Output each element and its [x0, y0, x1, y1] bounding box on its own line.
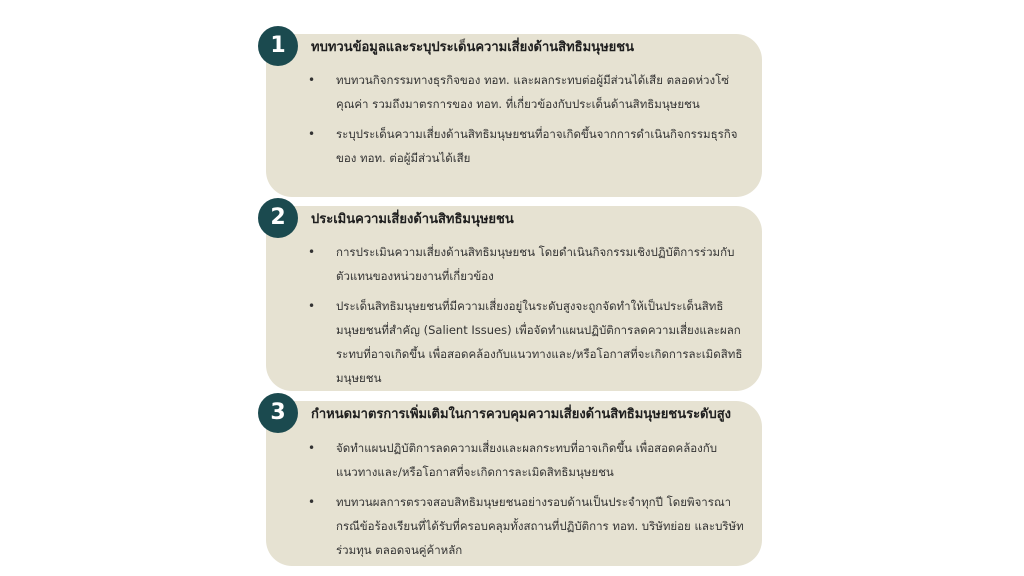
- bullet-icon: •: [308, 299, 316, 313]
- bullet-icon: •: [308, 73, 316, 87]
- bullet-text: จัดทำแผนปฏิบัติการลดความเสี่ยงและผลกระทบที่อาจเกิดขึ้น เพื่อสอดคล้องกับแนวทางและ/หรือโอกาสที่จะเกิดการละเมิดสิทธิมนุษยชน: [336, 441, 718, 479]
- bullet-text: ทบทวนกิจกรรมทางธุรกิจของ ทอท. และผลกระทบต่อผู้มีส่วนได้เสีย ตลอดห่วงโซ่คุณค่า รวมถึงมาตรการของ ทอท. ที่เกี่ยวข้องกับประเด็นด้านสิทธิมนุษยชน: [336, 73, 730, 111]
- bullet-list: [308, 436, 748, 568]
- bullet-text: ทบทวนผลการตรวจสอบสิทธิมนุษยชนอย่างรอบด้านเป็นประจำทุกปี โดยพิจารณากรณีข้อร้องเรียนที่ได้รับที่ครอบคลุมทั้งสถานที่ปฏิบัติการ ทอท. บริษัทย่อย และบริษัทร่วมทุน ตลอดจนคู่ค้าหลัก: [336, 495, 744, 557]
- step-panel-3: [266, 401, 762, 566]
- bullet-text: การประเมินความเสี่ยงด้านสิทธิมนุษยชน โดยดำเนินกิจกรรมเชิงปฏิบัติการร่วมกับตัวแทนของหน่วยงานที่เกี่ยวข้อง: [336, 245, 735, 283]
- step-panel-1: [266, 34, 762, 197]
- bullet-text: ประเด็นสิทธิมนุษยชนที่มีความเสี่ยงอยู่ในระดับสูงจะถูกจัดทำให้เป็นประเด็นสิทธิมนุษยชนที่สำคัญ (Salient Issues) เพื่อจัดทำแผนปฏิบัติการลดความเสี่ยงและผลกระทบที่อาจเกิดขึ้น เพื่อสอดคล้องกับแนวทางและ/หรือโอกาสที่จะเกิดการละเมิดสิทธิมนุษยชน: [336, 299, 743, 385]
- bullet-list: [308, 68, 748, 176]
- step-title: ประเมินความเสี่ยงด้านสิทธิมนุษยชน: [311, 212, 514, 227]
- bullet-list: [308, 240, 748, 396]
- step-number-badge: 1: [258, 26, 298, 66]
- step-number-badge: 3: [258, 393, 298, 433]
- bullet-icon: •: [308, 245, 316, 259]
- list-item: [308, 240, 748, 288]
- bullet-icon: •: [308, 495, 316, 509]
- list-item: [308, 294, 748, 390]
- list-item: [308, 436, 748, 484]
- bullet-icon: •: [308, 441, 316, 455]
- list-item: [308, 122, 748, 170]
- bullet-text: ระบุประเด็นความเสี่ยงด้านสิทธิมนุษยชนที่อาจเกิดขึ้นจากการดำเนินกิจกรรมธุรกิจของ ทอท. ต่อผู้มีส่วนได้เสีย: [336, 127, 738, 165]
- step-title: ทบทวนข้อมูลและระบุประเด็นความเสี่ยงด้านสิทธิมนุษยชน: [311, 40, 634, 55]
- bullet-icon: •: [308, 127, 316, 141]
- step-panel-2: [266, 206, 762, 391]
- step-number-badge: 2: [258, 198, 298, 238]
- step-title: กำหนดมาตรการเพิ่มเติมในการควบคุมความเสี่ยงด้านสิทธิมนุษยชนระดับสูง: [311, 407, 732, 422]
- list-item: [308, 68, 748, 116]
- list-item: [308, 490, 748, 562]
